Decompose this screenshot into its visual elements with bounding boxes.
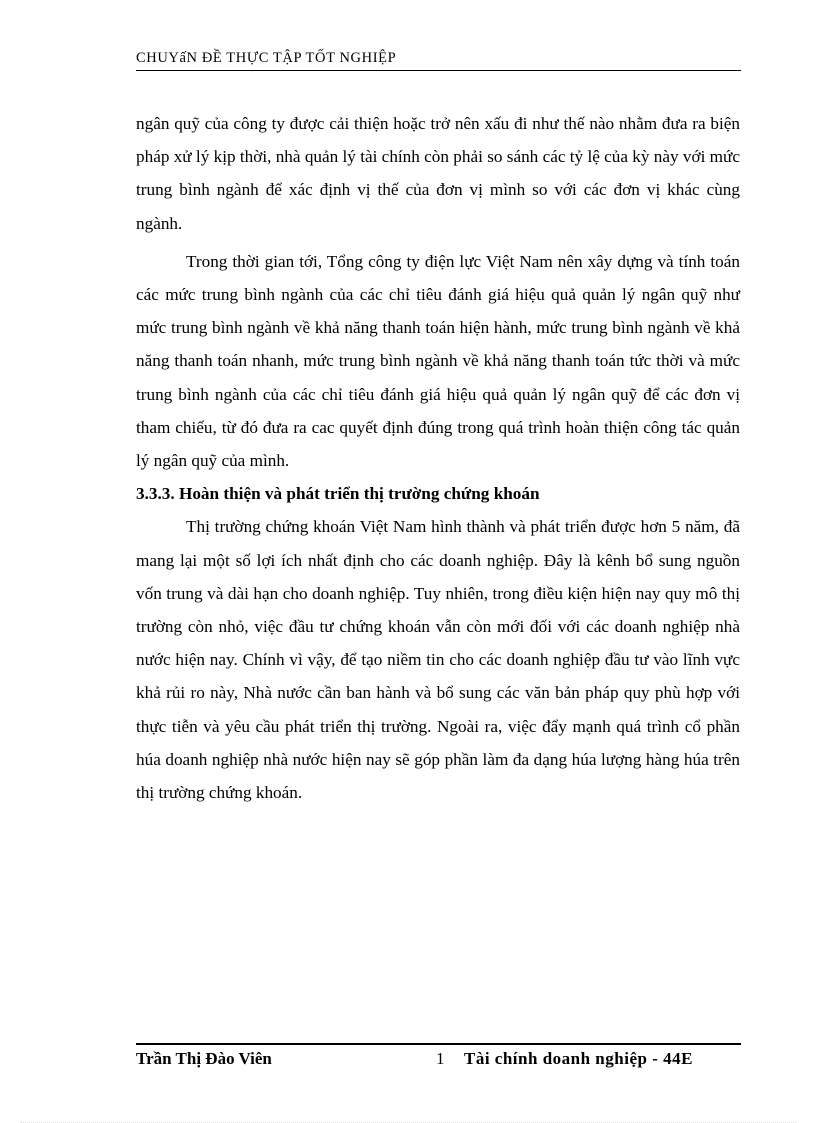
section-heading: 3.3.3. Hoàn thiện và phát triển thị trường chứng khoán (136, 484, 540, 504)
paragraph-2: Trong thời gian tới, Tổng công ty điện lực Việt Nam nên xây dựng và tính toán các mức trung bình ngành của các chỉ tiêu đánh giá hiệu quả quản lý ngân quỹ như mức trung bình ngành về khả năng thanh toán hiện hành, mức trung bình ngành về khả năng thanh toán nhanh, mức trung bình ngành về khả năng thanh toán tức thời và mức trung bình ngành của các chỉ tiêu đánh giá hiệu quả quản lý ngân quỹ để các đơn vị tham chiếu, từ đó đưa ra cac quyết định đúng trong quá trình hoàn thiện công tác quản lý ngân quỹ của mình. (136, 251, 740, 471)
page-header-title: CHUYấN ĐỀ THỰC TẬP TỐT NGHIỆP (136, 50, 397, 66)
footer-divider (136, 1043, 741, 1045)
paragraph-3: Thị trường chứng khoán Việt Nam hình thành và phát triển được hơn 5 năm, đã mang lại một số lợi ích nhất định cho các doanh nghiệp. Đây là kênh bổ sung nguồn vốn trung và dài hạn cho doanh nghiệp. Tuy nhiên, trong điều kiện hiện nay quy mô thị trường còn nhỏ, việc đầu tư chứng khoán vẫn còn mới đối với các doanh nghiệp nhà nước hiện nay. Chính vì vậy, để tạo niềm tin cho các doanh nghiệp đầu tư vào lĩnh vực khả rủi ro này, Nhà nước cần ban hành và bổ sung các văn bản pháp quy phù hợp với thực tiễn và yêu cầu phát triển thị trường. Ngoài ra, việc đẩy mạnh quá trình cổ phần húa doanh nghiệp nhà nước hiện nay sẽ góp phần làm đa dạng húa lượng hàng húa trên thị trường chứng khoán. (136, 517, 740, 803)
document-body (136, 107, 740, 809)
page-number: 1 (436, 1049, 445, 1068)
header-divider (136, 70, 741, 71)
paragraph-1: ngân quỹ của công ty được cải thiện hoặc trở nên xấu đi như thế nào nhằm đưa ra biện pháp xử lý kịp thời, nhà quản lý tài chính còn phải so sánh các tỷ lệ của kỳ này với mức trung bình ngành để xác định vị thế của đơn vị mình so với các đơn vị khác cùng ngành. (136, 114, 740, 233)
footer-author: Trần Thị Đào Viên (136, 1049, 272, 1068)
footer-department: Tài chính doanh nghiệp - 44E (464, 1049, 693, 1068)
